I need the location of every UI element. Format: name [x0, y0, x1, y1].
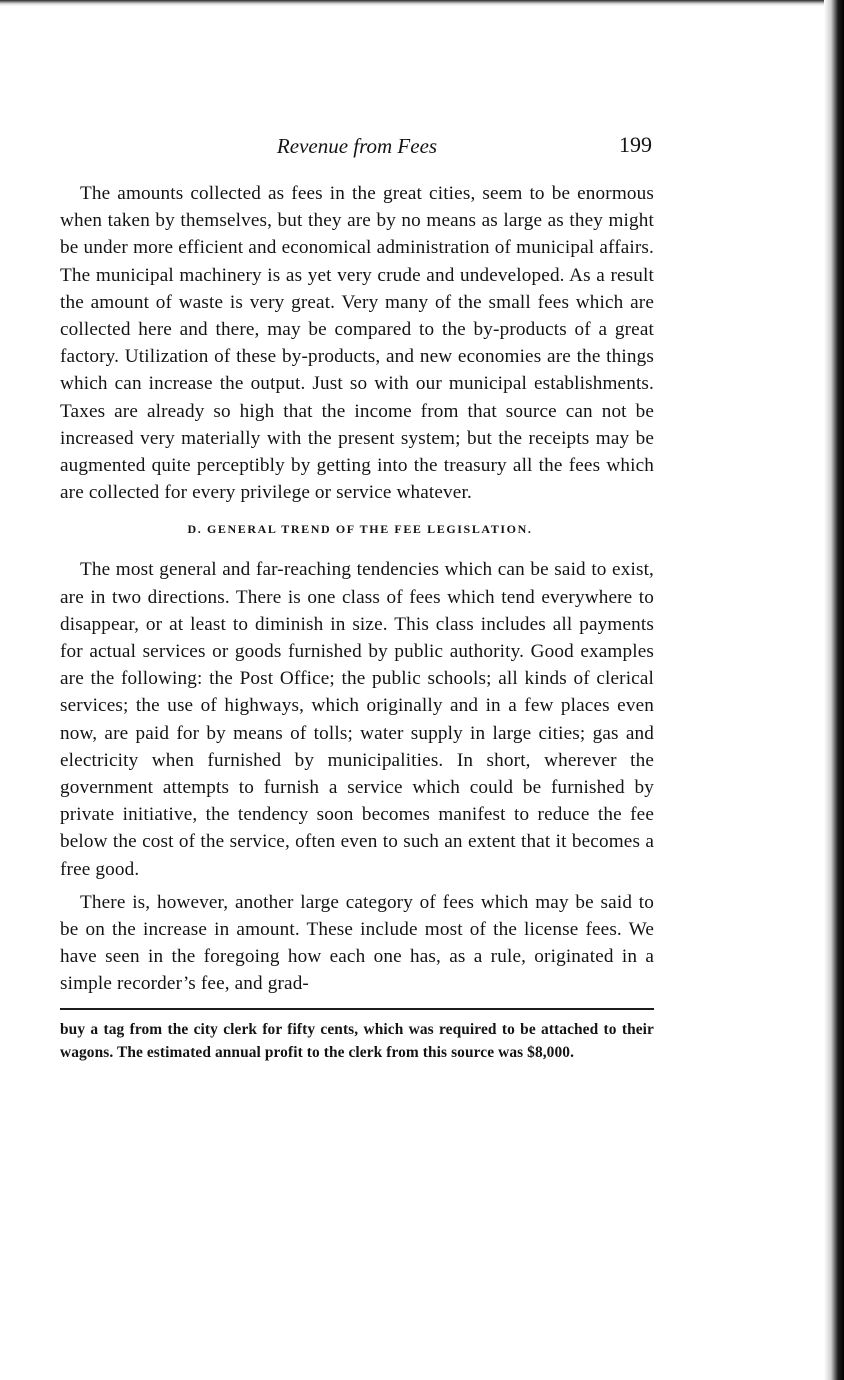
running-head [60, 132, 654, 166]
scan-edge-right [824, 0, 844, 1380]
section-heading: D. GENERAL TREND OF THE FEE LEGISLATION. [187, 522, 533, 537]
footnote-text: buy a tag from the city clerk for fifty cents, which was required to be attached to their wagons. The estimated annual profit to the clerk from this source was $8,000. [60, 1020, 654, 1062]
body-paragraph-1: The amounts collected as fees in the great cities, seem to be enormous when taken by themselves, but they are by no means as large as they might be under more efficient and economical administration of municipal affairs. The municipal machinery is as yet very crude and undeveloped. As a result the amount of waste is very great. Very many of the small fees which are collected here and there, may be compared to the by-products of a great factory. Utilization of these by-products, and new economies are the things which can increase the output. Just so with our municipal establishments. Taxes are already so high that the income from that source can not be increased very materially with the present system; but the receipts may be augmented quite perceptibly by getting into the treasury all the fees which are collected for every privilege or service whatever. [60, 183, 654, 504]
page-number: 199 [619, 132, 652, 157]
body-paragraph-2: The most general and far-reaching tendencies which can be said to exist, are in two directions. There is one class of fees which tend everywhere to disappear, or at least to diminish in size. This class includes all payments for actual services or goods furnished by public authority. Good examples are the following: the Post Office; the public schools; all kinds of clerical services; the use of highways, which originally and in a few places even now, are paid for by means of tolls; water supply in large cities; gas and electricity when furnished by municipalities. In short, wherever the government attempts to furnish a service which could be furnished by private initiative, the tendency soon becomes manifest to reduce the fee below the cost of the service, often even to such an extent that it becomes a free good. [60, 559, 654, 880]
running-title: Revenue from Fees [276, 134, 438, 158]
body-paragraph-3: There is, however, another large category of fees which may be said to be on the increase in amount. These include most of the license fees. We have seen in the foregoing how each one has, as a rule, originated in a simple recorder’s fee, and grad- [60, 891, 654, 995]
book-page [60, 132, 654, 1065]
scan-edge-top [0, 0, 844, 6]
footnote-rule [60, 1008, 654, 1010]
